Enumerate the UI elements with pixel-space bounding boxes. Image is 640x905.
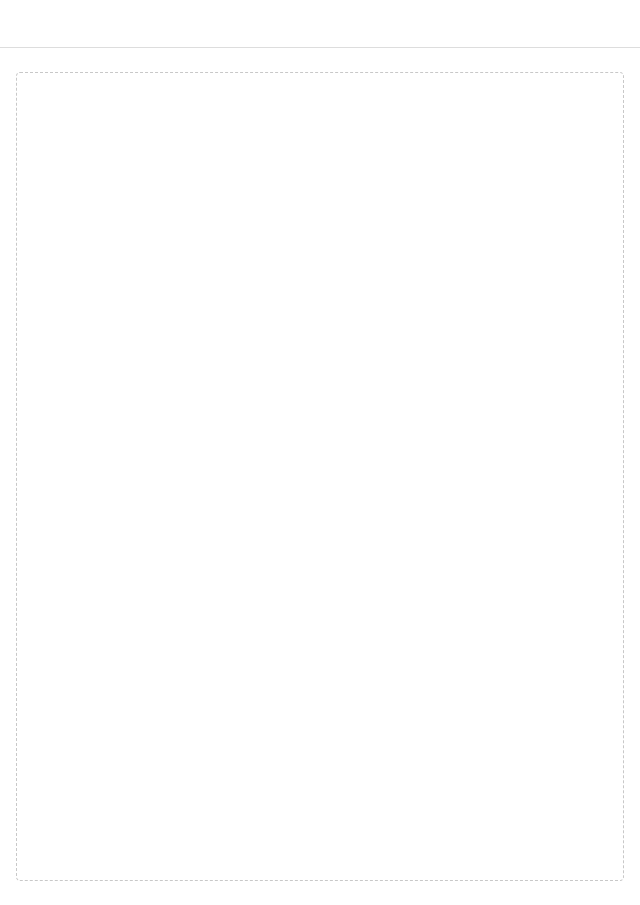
content-placeholder [16,72,624,881]
main-content [0,48,640,905]
header-bar [0,0,640,48]
